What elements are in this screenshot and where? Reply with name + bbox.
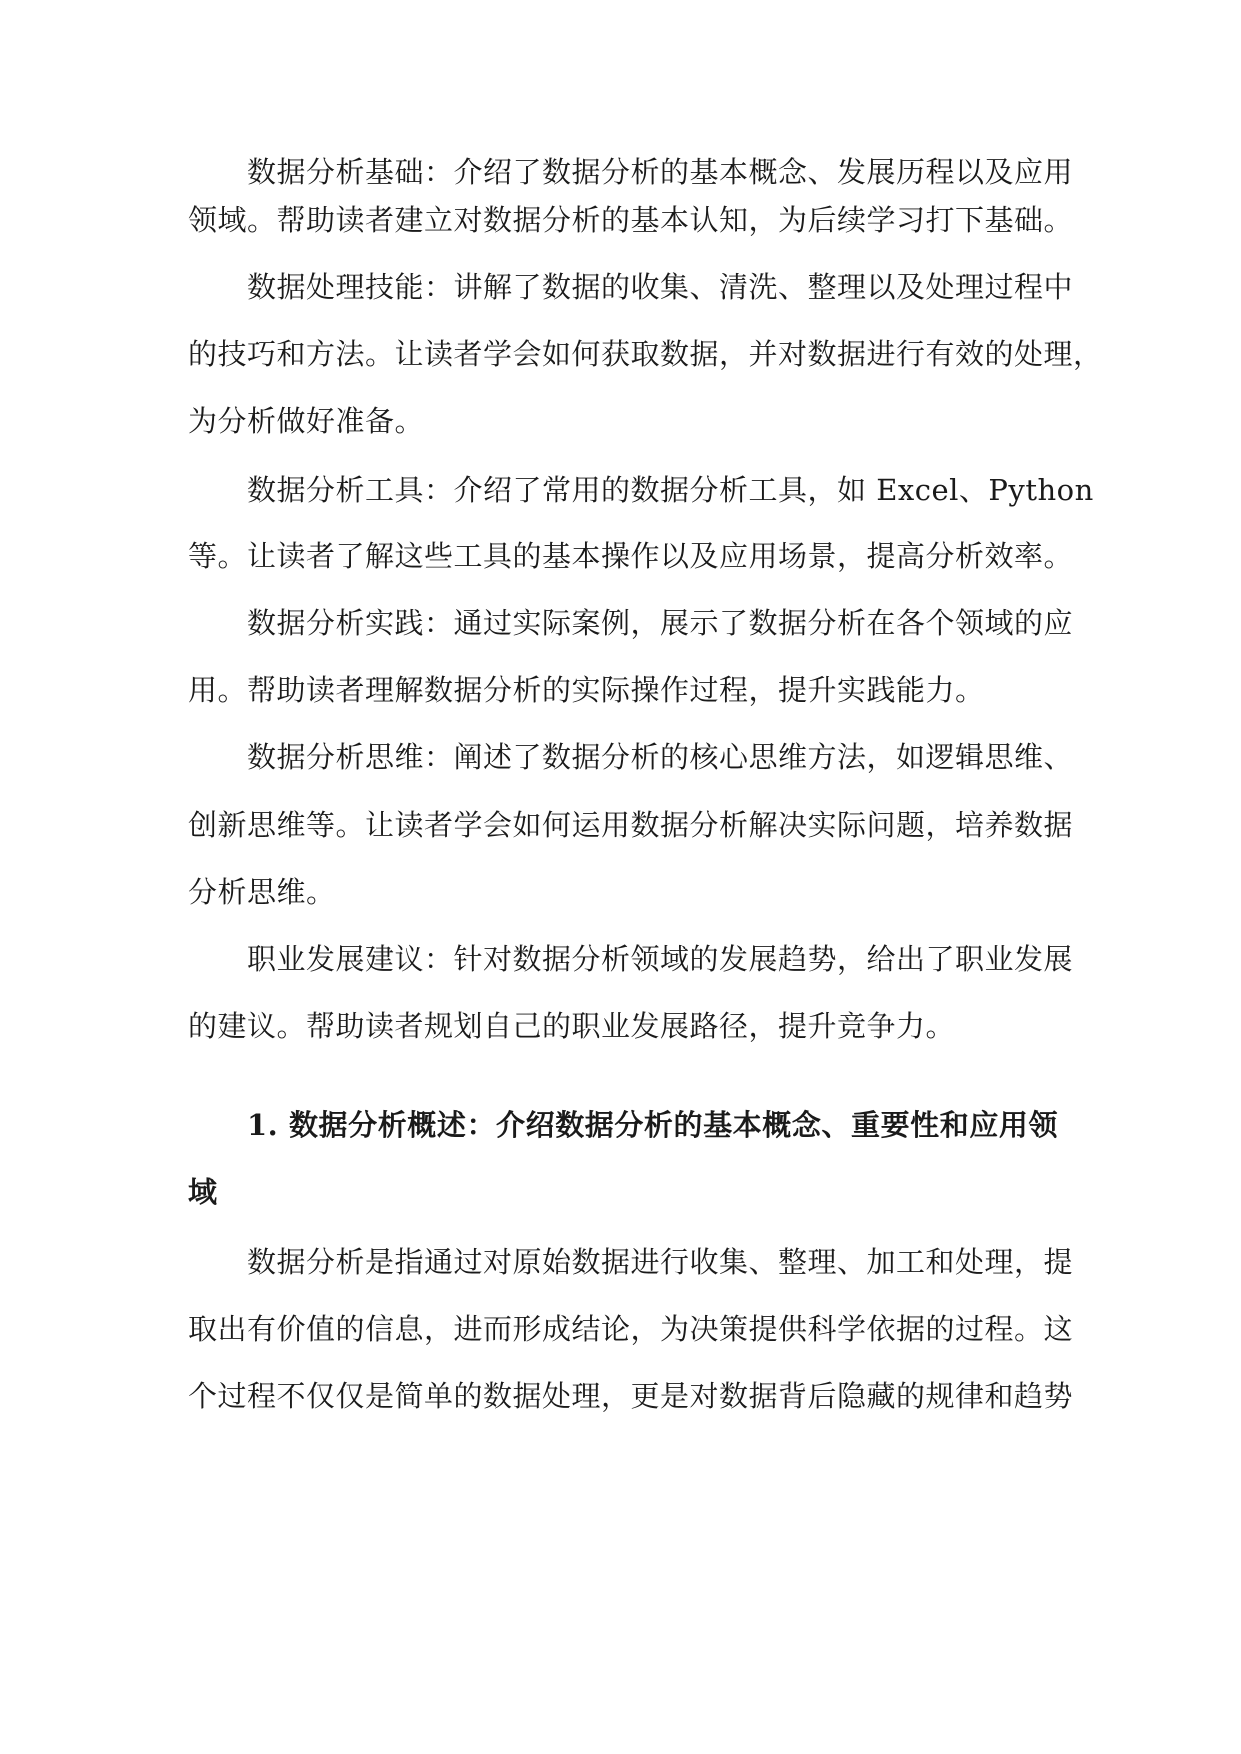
section-heading-line-1: 1. 数据分析概述：介绍数据分析的基本概念、重要性和应用领 (247, 1108, 1058, 1142)
paragraph-overview-line-2: 取出有价值的信息，进而形成结论，为决策提供科学依据的过程。这 (188, 1312, 1074, 1346)
paragraph-data-thinking-line-3: 分析思维。 (188, 875, 336, 909)
paragraph-data-processing-line-1: 数据处理技能：讲解了数据的收集、清洗、整理以及处理过程中 (247, 270, 1074, 304)
paragraph-data-basics-line-1: 数据分析基础：介绍了数据分析的基本概念、发展历程以及应用 (247, 155, 1074, 189)
paragraph-career-advice-line-2: 的建议。帮助读者规划自己的职业发展路径，提升竞争力。 (188, 1009, 956, 1043)
paragraph-data-processing-line-3: 为分析做好准备。 (188, 404, 425, 438)
paragraph-data-processing-line-2: 的技巧和方法。让读者学会如何获取数据，并对数据进行有效的处理， (188, 337, 1103, 371)
paragraph-overview-line-1: 数据分析是指通过对原始数据进行收集、整理、加工和处理，提 (247, 1245, 1074, 1279)
section-heading-line-2: 域 (188, 1175, 218, 1209)
paragraph-data-tools-line-2: 等。让读者了解这些工具的基本操作以及应用场景，提高分析效率。 (188, 539, 1074, 573)
paragraph-data-basics-line-2: 领域。帮助读者建立对数据分析的基本认知，为后续学习打下基础。 (188, 203, 1074, 237)
paragraph-overview-line-3: 个过程不仅仅是简单的数据处理，更是对数据背后隐藏的规律和趋势 (188, 1379, 1074, 1413)
paragraph-career-advice-line-1: 职业发展建议：针对数据分析领域的发展趋势，给出了职业发展 (247, 942, 1074, 976)
paragraph-data-practice-line-2: 用。帮助读者理解数据分析的实际操作过程，提升实践能力。 (188, 673, 985, 707)
paragraph-data-tools-line-1: 数据分析工具：介绍了常用的数据分析工具，如 Excel、Python (247, 473, 1094, 507)
paragraph-data-thinking-line-1: 数据分析思维：阐述了数据分析的核心思维方法，如逻辑思维、 (247, 740, 1074, 774)
paragraph-data-thinking-line-2: 创新思维等。让读者学会如何运用数据分析解决实际问题，培养数据 (188, 808, 1074, 842)
paragraph-data-practice-line-1: 数据分析实践：通过实际案例，展示了数据分析在各个领域的应 (247, 606, 1074, 640)
